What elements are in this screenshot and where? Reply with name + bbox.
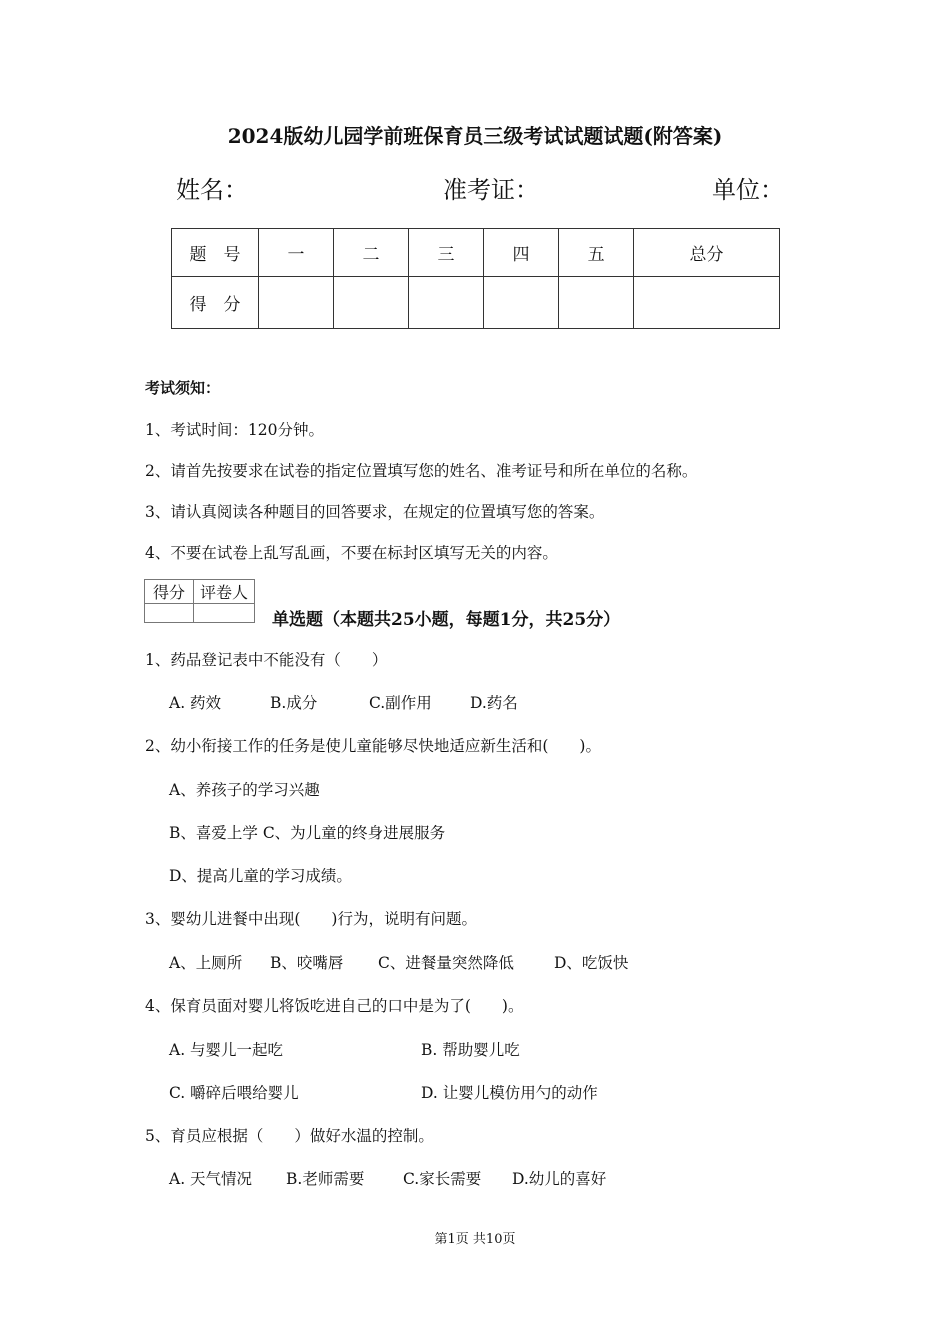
score-table	[171, 228, 780, 329]
option: B.成分	[270, 694, 318, 712]
score-header-cell: 二	[334, 229, 409, 277]
score-header-cell: 五	[559, 229, 634, 277]
score-cell[interactable]	[634, 277, 780, 329]
option: A. 天气情况	[169, 1170, 253, 1188]
score-header-cell: 题 号	[172, 229, 259, 277]
score-cell[interactable]	[409, 277, 484, 329]
score-header-cell: 一	[259, 229, 334, 277]
notice-item: 4、不要在试卷上乱写乱画，不要在标封区填写无关的内容。	[145, 544, 558, 562]
question-stem: 3、婴幼儿进餐中出现( )行为，说明有问题。	[145, 910, 477, 928]
grader-score-label: 得分	[145, 580, 194, 604]
question-stem: 5、育员应根据（ ）做好水温的控制。	[145, 1127, 434, 1145]
option: B. 帮助婴儿吃	[421, 1041, 520, 1059]
question-stem: 2、幼小衔接工作的任务是使儿童能够尽快地适应新生活和( )。	[145, 737, 601, 755]
score-header-cell: 四	[484, 229, 559, 277]
option: D、提高儿童的学习成绩。	[169, 867, 352, 885]
score-cell[interactable]	[484, 277, 559, 329]
unit-field-label: 单位：	[712, 176, 784, 204]
score-cell[interactable]	[334, 277, 409, 329]
score-header-cell: 总分	[634, 229, 780, 277]
option: D. 让婴儿模仿用勺的动作	[421, 1084, 598, 1102]
question-stem: 1、药品登记表中不能没有（ ）	[145, 651, 388, 669]
option: D.药名	[470, 694, 518, 712]
option: B.老师需要	[286, 1170, 365, 1188]
score-cell[interactable]	[559, 277, 634, 329]
option: D.幼儿的喜好	[512, 1170, 607, 1188]
document-title: 2024版幼儿园学前班保育员三级考试试题试题(附答案)	[227, 124, 723, 148]
option: A. 药效	[169, 694, 222, 712]
score-row-label: 得 分	[172, 277, 259, 329]
section-title: 单选题（本题共25小题，每题1分，共25分）	[272, 610, 621, 630]
grader-name-label: 评卷人	[194, 580, 255, 604]
option: C. 嚼碎后喂给婴儿	[169, 1084, 299, 1102]
option: A. 与婴儿一起吃	[169, 1041, 284, 1059]
name-field-label: 姓名：	[176, 176, 248, 204]
option: C.家长需要	[403, 1170, 482, 1188]
score-table-header-row	[172, 229, 780, 277]
question-stem: 4、保育员面对婴儿将饭吃进自己的口中是为了( )。	[145, 997, 524, 1015]
option: B、喜爱上学 C、为儿童的终身进展服务	[169, 824, 446, 842]
page-number: 第1页 共10页	[434, 1232, 516, 1247]
option: C.副作用	[369, 694, 432, 712]
option: A、养孩子的学习兴趣	[169, 781, 320, 799]
notice-item: 1、考试时间：120分钟。	[145, 421, 324, 439]
option: A、上厕所	[169, 954, 243, 972]
score-table-score-row	[172, 277, 780, 329]
option: D、吃饭快	[554, 954, 629, 972]
exam-number-field-label: 准考证：	[443, 176, 539, 204]
grader-name-cell[interactable]	[194, 604, 255, 623]
notice-item: 2、请首先按要求在试卷的指定位置填写您的姓名、准考证号和所在单位的名称。	[145, 462, 698, 480]
notice-heading: 考试须知：	[145, 379, 221, 397]
grader-table	[144, 579, 255, 623]
score-header-cell: 三	[409, 229, 484, 277]
option: C、进餐量突然降低	[378, 954, 514, 972]
option: B、咬嘴唇	[270, 954, 344, 972]
grader-score-cell[interactable]	[145, 604, 194, 623]
score-cell[interactable]	[259, 277, 334, 329]
notice-item: 3、请认真阅读各种题目的回答要求，在规定的位置填写您的答案。	[145, 503, 605, 521]
